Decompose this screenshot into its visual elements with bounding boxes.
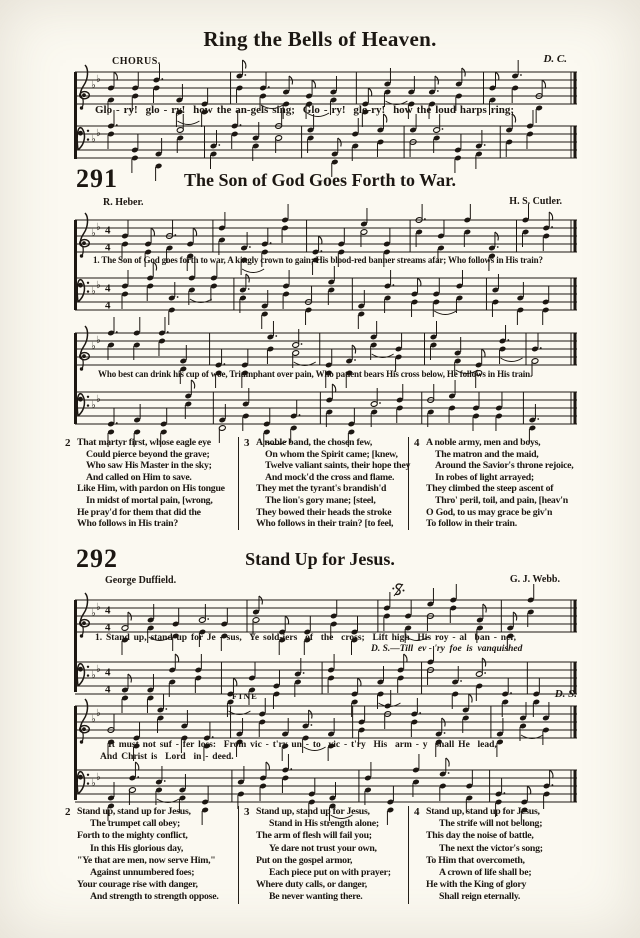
hymn292-ds-lyric: D. S.—Till ev - 'ry foe is vanquished: [371, 644, 523, 654]
verse-lines: Stand up, stand up for Jesus, Stand in His strength alone; The arm of flesh will fail you; Ye dare not trust your own, Put on the gospel armor, Each piece put on with prayer; Where duty calls, or danger, Be never wanting there.: [256, 806, 391, 903]
svg-text:♭: ♭: [91, 607, 96, 619]
hymn292-title: Stand Up for Jesus.: [245, 549, 395, 569]
svg-text:♭: ♭: [96, 602, 101, 614]
verse-291-2: [66, 437, 238, 530]
svg-text:♭: ♭: [91, 285, 96, 297]
svg-text:♭: ♭: [96, 128, 101, 140]
verse-column: [408, 806, 578, 904]
verse-292-2: [66, 806, 238, 904]
svg-text:♭: ♭: [91, 669, 96, 681]
verse-lines: Stand up, stand up for Jesus, The strife will not be long; This day the noise of battle, The next the victor's song; To Him that overcometh, A crown of life shall be; He with the King of glory Shall reign eternally.: [426, 806, 543, 903]
svg-text:♭: ♭: [91, 399, 96, 411]
svg-text:♭: ♭: [96, 708, 101, 720]
svg-text:♭: ♭: [91, 79, 96, 91]
verse-lines: A noble band, the chosen few, On whom the Spirit came; [knew, Twelve valiant saints, their hope they And mock'd the cross and flame. They met the tyrant's brandish'd The lion's gory mane; [steel, They bowed their heads the stroke Who follows in their train? [to feel,: [256, 437, 411, 530]
hymn291-lyric-1: 1. The Son of God goes forth to war, A kingly crown to gain; His blood-red banner streams afar; Who follows in His train?: [93, 255, 543, 265]
hymn291-sys2-bass-staff: [75, 384, 577, 444]
verse-column: [238, 437, 411, 530]
verse-number: 2: [65, 806, 71, 818]
hymn291-lyric-2: Who best can drink his cup of woe, Triumphant over pain, Who patient bears His cross below, He follows in His train.: [98, 369, 533, 379]
chorus-lyric: Glo - ry! glo - ry! how the an-gels sing; Glo - ry! glo-ry! how the loud harps ring;: [95, 104, 514, 116]
hymn292-verses: [66, 806, 578, 904]
svg-text:♭: ♭: [96, 280, 101, 292]
verse-291-3: [244, 437, 411, 530]
fine-label: FINE: [232, 691, 259, 701]
svg-text:♭: ♭: [96, 772, 101, 784]
hymn292-number: 292: [76, 544, 118, 573]
svg-text:♭: ♭: [96, 394, 101, 406]
svg-text:4: 4: [105, 621, 111, 634]
verse-number: 4: [414, 806, 420, 818]
svg-text:4: 4: [105, 604, 111, 617]
svg-text:♭: ♭: [91, 713, 96, 725]
dc-mark-top: D. C.: [543, 53, 567, 65]
svg-text:♭: ♭: [96, 222, 101, 234]
svg-text:♭: ♭: [96, 74, 101, 86]
chorus-label: CHORUS.: [112, 56, 161, 67]
hymn291-composer: H. S. Cutler.: [509, 196, 562, 207]
svg-text:4: 4: [105, 666, 111, 679]
svg-text:♭: ♭: [91, 340, 96, 352]
ds-mark: D. S.: [554, 688, 577, 700]
hymn291-sys1-bass-staff: [75, 270, 577, 330]
hymn292-composer: G. J. Webb.: [509, 574, 560, 585]
svg-text:4: 4: [105, 282, 111, 295]
page-title: Ring the Bells of Heaven.: [203, 27, 437, 51]
hymn292-lyric-3: And Christ is Lord in - deed.: [100, 752, 234, 762]
verse-number: 4: [414, 437, 420, 449]
verse-lines: A noble army, men and boys, The matron and the maid, Around the Savior's throne rejoice, In robes of light arrayed; They climbed the steep ascent of Thro' peril, toil, and pain, [heav'n O God, to us may grace be giv'n To follow in their train.: [426, 437, 574, 530]
svg-text:♭: ♭: [96, 335, 101, 347]
verse-number: 3: [244, 806, 250, 818]
svg-text:4: 4: [105, 683, 111, 696]
hymn292-lyric-2: It must not suf - fer loss: From vic - t'ry un - to vic - t'ry His arm - y shall He lead,: [108, 740, 497, 750]
verse-291-4: [415, 437, 578, 530]
svg-text:♭: ♭: [91, 777, 96, 789]
hymn291-number: 291: [76, 164, 118, 193]
chorus-bass-staff: [75, 118, 577, 178]
verse-number: 2: [65, 437, 71, 449]
hymn291-title: The Son of God Goes Forth to War.: [183, 170, 457, 190]
verse-column: [66, 437, 238, 530]
hymn292-lyric-1: 1. Stand up, stand up for Je - sus, Ye sold-iers of the cross; Lift high His roy - al ban - ner,: [95, 633, 516, 643]
hymn291-author: R. Heber.: [103, 197, 144, 208]
verse-column: [66, 806, 238, 904]
svg-text:♭: ♭: [91, 133, 96, 145]
verse-column: [238, 806, 408, 904]
svg-text:4: 4: [105, 299, 111, 312]
verse-lines: Stand up, stand up for Jesus, The trumpet call obey; Forth to the mighty conflict, In this His glorious day, "Ye that are men, now serve Him," Against unnumbered foes; Your courage rise with danger, And strength to strength oppose.: [77, 806, 219, 903]
verse-number: 3: [244, 437, 250, 449]
verse-292-4: [415, 806, 578, 904]
verse-lines: That martyr first, whose eagle eye Could pierce beyond the grave; Who saw His Master in the sky; And called on Him to save. Like Him, with pardon on His tongue In midst of mortal pain, [wrong, He pray'd for them that did the Who follows in His train?: [77, 437, 225, 530]
svg-text:4: 4: [105, 241, 111, 254]
hymn292-sys1-treble-staff: [75, 592, 577, 652]
verse-column: [408, 437, 578, 530]
svg-text:4: 4: [105, 224, 111, 237]
hymn292-author: George Duffield.: [105, 575, 177, 586]
verse-292-3: [245, 806, 408, 904]
svg-text:♭: ♭: [91, 227, 96, 239]
svg-text:♭: ♭: [96, 664, 101, 676]
hymn291-verses: [66, 437, 578, 530]
